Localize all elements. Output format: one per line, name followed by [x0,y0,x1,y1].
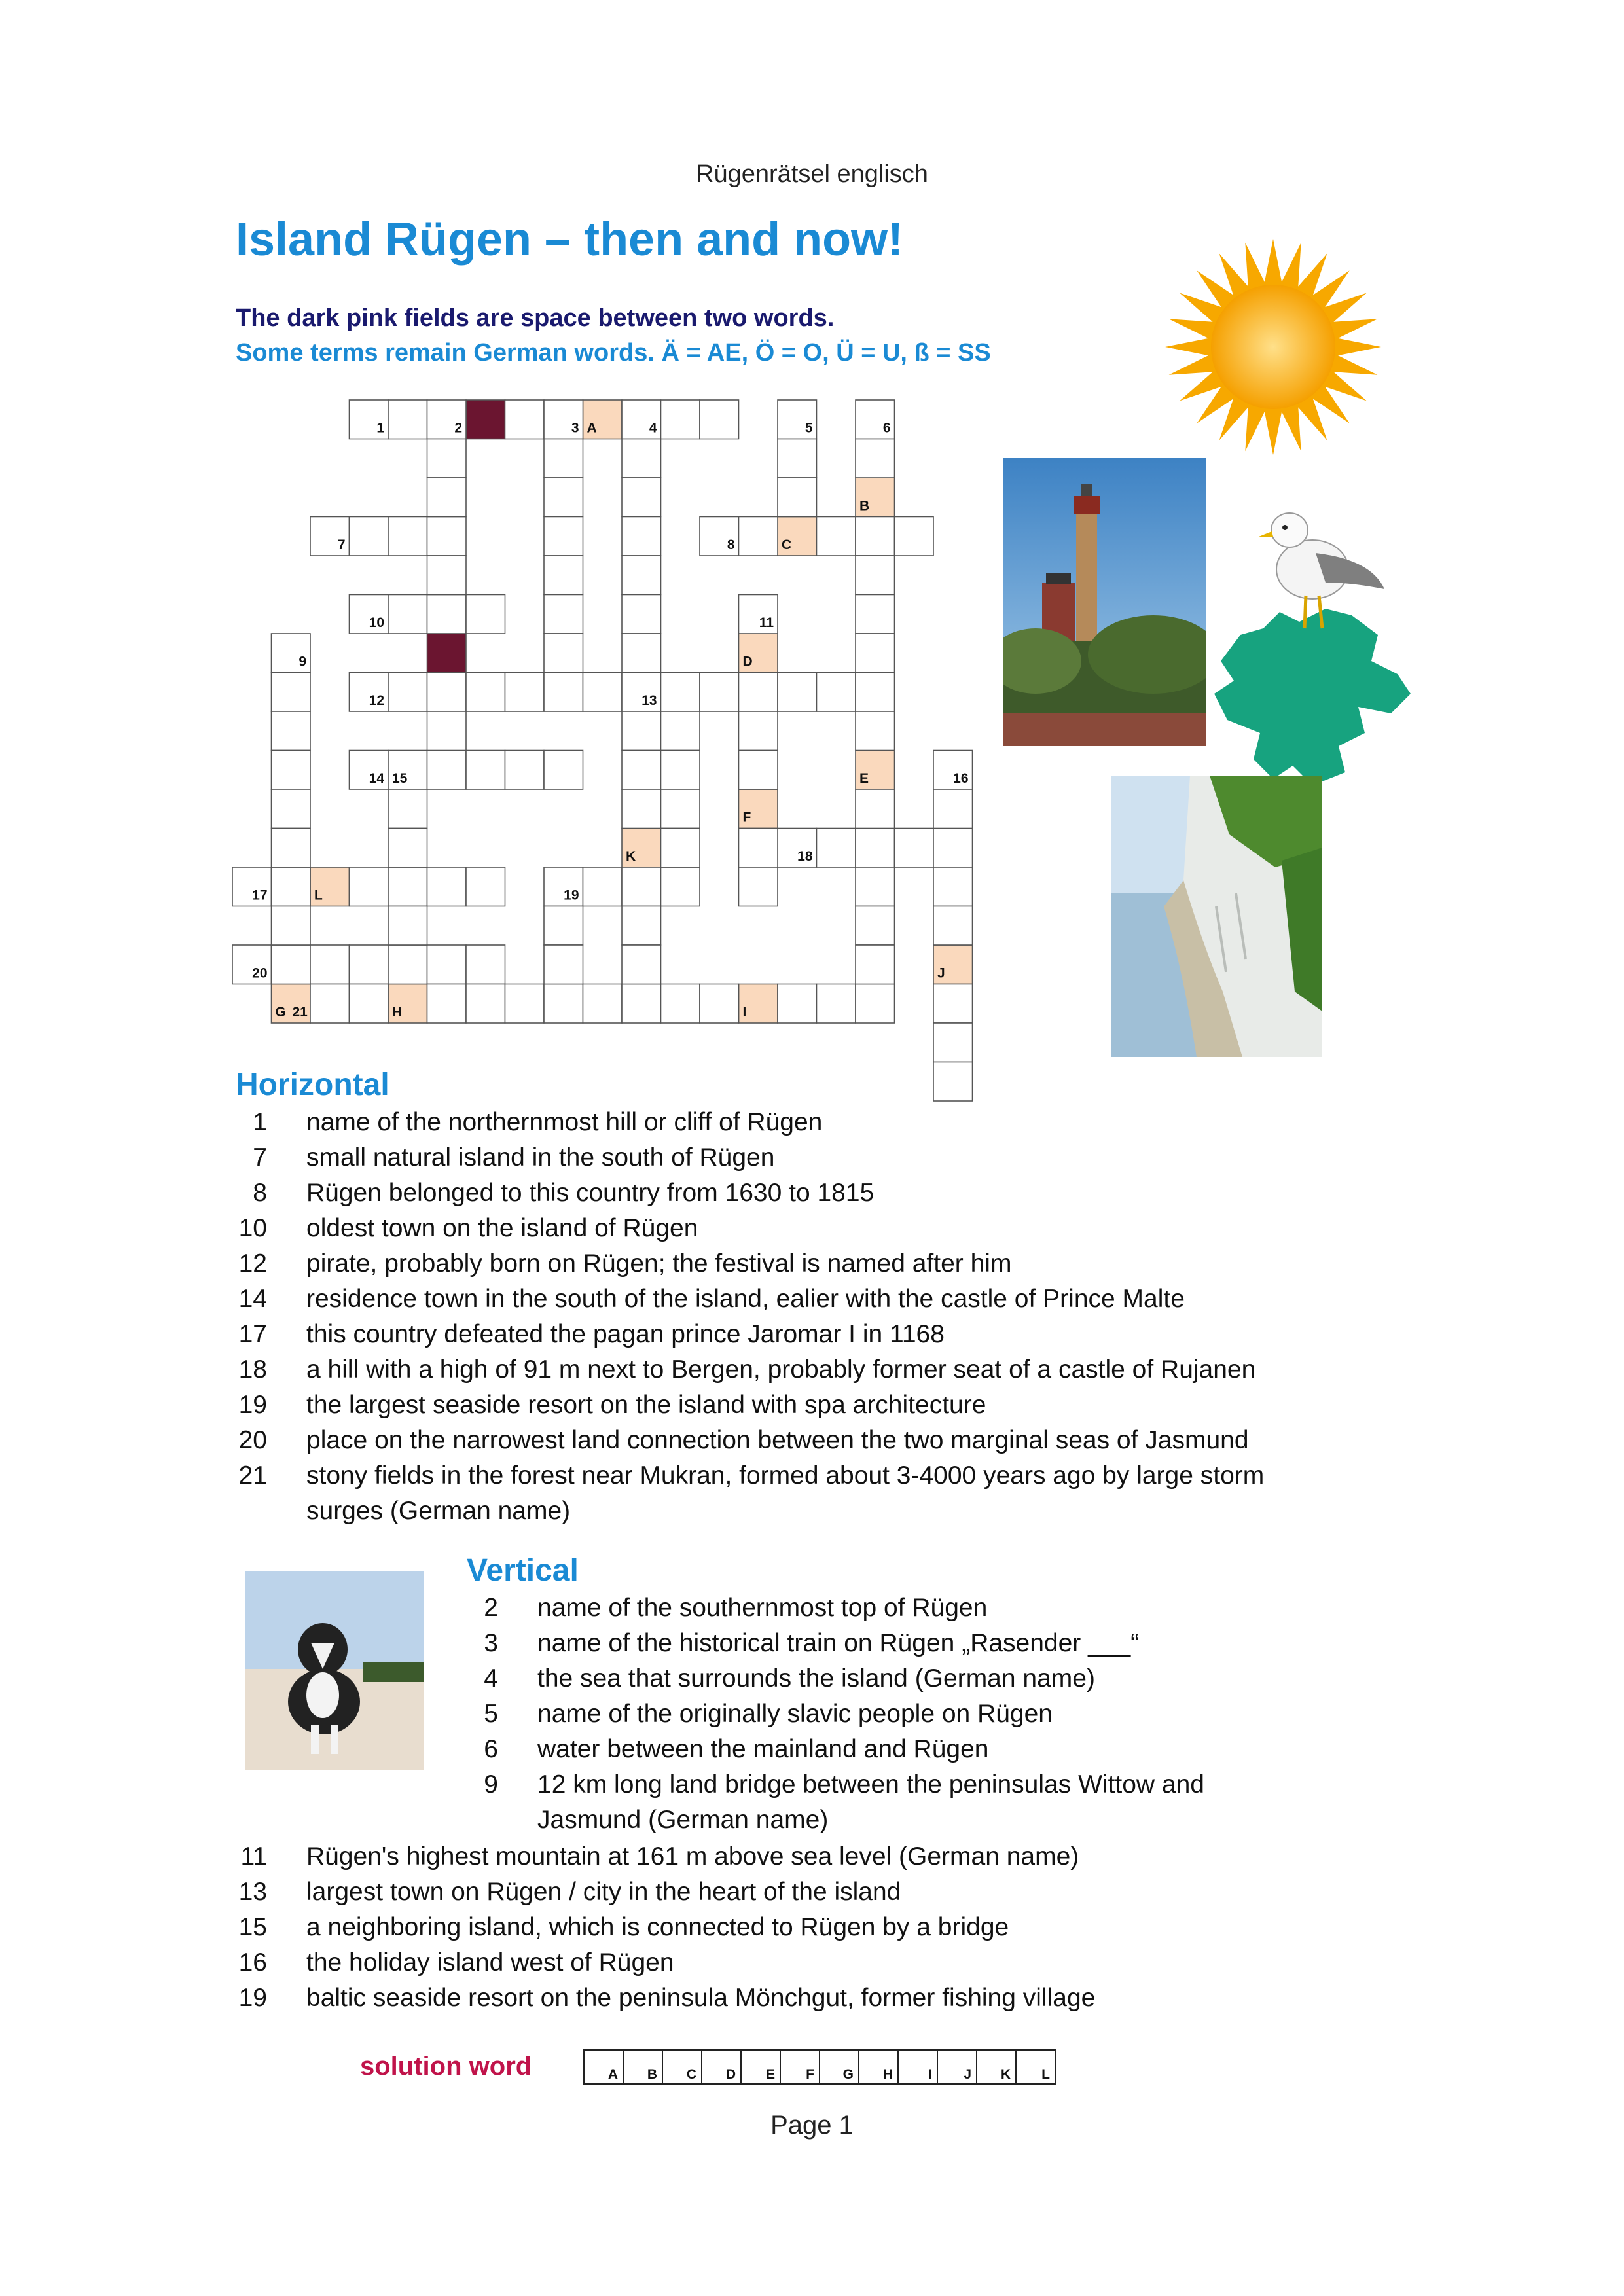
clue-row [229,1211,1473,1246]
grid-cell[interactable] [817,829,856,868]
grid-label-n3: 3 [571,420,579,436]
grid-cell[interactable] [933,867,973,906]
grid-cell[interactable] [350,945,389,984]
grid-label-n9: 9 [298,654,306,670]
solution-letter: C [686,2067,696,2082]
grid-cell[interactable] [350,867,389,906]
grid-cell[interactable] [856,945,895,984]
grid-cell[interactable] [622,517,661,556]
grid-label-n5: 5 [804,420,813,436]
clue-row [229,1140,1473,1175]
grid-cell[interactable] [388,867,427,906]
grid-cell[interactable] [856,906,895,946]
grid-cell[interactable] [778,478,817,517]
grid-cell[interactable] [817,517,856,556]
grid-cell[interactable] [544,984,583,1024]
grid-cell[interactable] [505,400,545,439]
clue-row [229,1388,1473,1423]
solution-word-boxes [583,2047,1060,2087]
clue-row [460,1590,1624,1626]
grid-label-n10: 10 [369,615,384,630]
grid-label-F: F [742,810,751,825]
grid-cell[interactable] [272,711,311,751]
page-title: Island Rügen – then and now! [236,213,904,266]
clue-row [229,1317,1473,1352]
clue-row [460,1626,1624,1661]
clue-text: Rügen's highest mountain at 161 m above sea level (German name) [306,1842,1079,1871]
grid-cell[interactable] [388,673,427,712]
clue-number: 2 [484,1594,498,1622]
clue-text: Jasmund (German name) [537,1806,829,1834]
clue-row [229,1423,1473,1458]
horizontal-heading: Horizontal [236,1067,389,1102]
grid-label-G: G [275,1005,286,1020]
grid-cell[interactable] [856,867,895,906]
grid-cell[interactable] [544,673,583,712]
grid-label-n8: 8 [727,537,735,552]
clue-row [229,1945,1473,1981]
grid-cell[interactable] [933,906,973,946]
clue-text: a neighboring island, which is connected to Rügen by a bridge [306,1913,1009,1941]
grid-cell[interactable] [388,400,427,439]
grid-cell[interactable] [427,867,467,906]
grid-cell[interactable] [427,751,467,790]
solution-letter: L [1041,2067,1050,2082]
grid-cell[interactable] [933,1062,973,1102]
solution-letter: D [725,2067,736,2082]
grid-cell[interactable] [427,439,467,478]
grid-cell[interactable] [544,439,583,478]
grid-cell[interactable] [310,984,350,1024]
grid-label-n7: 7 [337,537,346,552]
clue-number: 8 [253,1179,267,1207]
clue-number: 21 [238,1462,267,1490]
clue-text: residence town in the south of the island, ealier with the castle of Prince Malte [306,1285,1185,1313]
grid-cell[interactable] [700,984,739,1024]
grid-label-n19: 19 [564,888,579,903]
instruction-umlauts: Some terms remain German words. Ä = AE, Ö = O, Ü = U, ß = SS [236,339,991,367]
grid-cell[interactable] [427,945,467,984]
grid-cell[interactable] [272,945,311,984]
grid-cell[interactable] [622,634,661,673]
clue-text: name of the historical train on Rügen „Rasender ___“ [537,1629,1140,1657]
grid-cell[interactable] [778,439,817,478]
dog-photo [245,1571,424,1770]
clue-number: 9 [484,1770,498,1799]
grid-label-J: J [937,965,945,981]
grid-label-n17: 17 [252,888,268,903]
grid-label-D: D [742,654,753,670]
grid-cell[interactable] [661,400,700,439]
grid-cell[interactable] [350,517,389,556]
grid-cell[interactable] [700,400,739,439]
grid-cell[interactable] [856,556,895,595]
clue-text: 12 km long land bridge between the peninsulas Wittow and [537,1770,1204,1799]
clue-number: 5 [484,1700,498,1728]
clue-text: water between the mainland and Rügen [537,1735,989,1763]
grid-cell[interactable] [622,789,661,829]
grid-cell[interactable] [622,556,661,595]
clue-row [229,1175,1473,1211]
grid-cell[interactable] [856,789,895,829]
grid-cell[interactable] [895,517,934,556]
grid-label-H: H [392,1005,403,1020]
clue-text: place on the narrowest land connection between the two marginal seas of Jasmund [306,1426,1249,1454]
solution-letter: J [964,2067,971,2082]
grid-cell[interactable] [505,751,545,790]
solution-letter: B [647,2067,657,2082]
solution-letter: H [882,2067,893,2082]
grid-cell[interactable] [388,517,427,556]
clue-number: 16 [238,1948,267,1977]
grid-cell[interactable] [856,673,895,712]
clue-row [229,1105,1473,1140]
grid-cell[interactable] [856,984,895,1024]
clue-text: pirate, probably born on Rügen; the festival is named after him [306,1249,1012,1278]
clue-number: 12 [238,1249,267,1278]
grid-label-n14: 14 [369,771,384,786]
clue-number: 4 [484,1664,498,1693]
grid-cell[interactable] [466,673,505,712]
grid-cell[interactable] [388,945,427,984]
grid-cell[interactable] [427,478,467,517]
clue-number: 15 [238,1913,267,1941]
grid-cell[interactable] [427,595,467,634]
clue-row [460,1732,1624,1767]
grid-cell[interactable] [933,789,973,829]
grid-label-n16: 16 [953,771,969,786]
grid-cell[interactable] [739,517,778,556]
clue-text: surges (German name) [306,1497,571,1525]
grid-label-K: K [626,849,636,864]
grid-label-L: L [314,888,323,903]
solution-letter: K [1000,2067,1011,2082]
grid-cell[interactable] [661,984,700,1024]
grid-label-E: E [859,771,869,786]
grid-cell[interactable] [856,439,895,478]
clue-text: the holiday island west of Rügen [306,1948,674,1977]
crossword-grid [0,0,1624,1113]
grid-label-C: C [782,537,792,552]
clue-row [229,1458,1473,1494]
grid-cell[interactable] [661,867,700,906]
grid-cell[interactable] [466,751,505,790]
clue-text: baltic seaside resort on the peninsula Mönchgut, former fishing village [306,1984,1096,2012]
clue-number: 1 [253,1108,267,1136]
grid-cell[interactable] [272,867,311,906]
word-space-cell[interactable] [427,634,467,673]
clue-text: name of the northernmost hill or cliff of Rügen [306,1108,823,1136]
solution-letter: I [928,2067,932,2082]
grid-label-n20: 20 [252,965,268,981]
clue-text: the sea that surrounds the island (German name) [537,1664,1095,1693]
grid-cell[interactable] [622,945,661,984]
grid-cell[interactable] [583,867,623,906]
grid-cell[interactable] [778,673,817,712]
clue-row [229,1981,1473,2016]
clue-text: Rügen belonged to this country from 1630 to 1815 [306,1179,875,1207]
grid-cell[interactable] [272,829,311,868]
grid-cell[interactable] [466,867,505,906]
grid-cell[interactable] [544,478,583,517]
grid-cell[interactable] [310,945,350,984]
grid-cell[interactable] [388,906,427,946]
grid-cell[interactable] [427,673,467,712]
grid-cell[interactable] [388,829,427,868]
grid-cell[interactable] [622,867,661,906]
clue-number: 19 [238,1391,267,1419]
page-header: Rügenrätsel englisch [696,160,928,188]
clue-text: the largest seaside resort on the island with spa architecture [306,1391,986,1419]
grid-label-n1: 1 [376,420,384,436]
grid-cell[interactable] [700,673,739,712]
grid-cell[interactable] [544,906,583,946]
grid-cell[interactable] [661,711,700,751]
grid-cell[interactable] [661,789,700,829]
grid-cell[interactable] [622,595,661,634]
grid-cell[interactable] [661,673,700,712]
clue-number: 18 [238,1355,267,1384]
grid-cell[interactable] [622,711,661,751]
clue-text: small natural island in the south of Rügen [306,1143,775,1172]
grid-cell[interactable] [856,711,895,751]
grid-cell[interactable] [622,439,661,478]
grid-cell[interactable] [895,829,934,868]
grid-cell[interactable] [505,673,545,712]
grid-cell[interactable] [544,751,583,790]
grid-cell[interactable] [778,984,817,1024]
grid-cell[interactable] [739,751,778,790]
grid-cell[interactable] [583,673,623,712]
solution-letter: F [806,2067,814,2082]
grid-label-n11: 11 [759,615,774,630]
solution-label: solution word [360,2052,532,2081]
grid-cell[interactable] [933,1023,973,1062]
grid-cell[interactable] [933,829,973,868]
clue-row [460,1767,1624,1803]
grid-cell[interactable] [739,711,778,751]
grid-label-n21: 21 [292,1005,308,1020]
grid-label-n13: 13 [641,693,657,708]
grid-cell[interactable] [544,945,583,984]
solution-letter: G [842,2067,854,2082]
grid-cell[interactable] [817,673,856,712]
grid-label-A: A [586,420,597,436]
clue-number: 6 [484,1735,498,1763]
clue-row [229,1910,1473,1945]
grid-cell[interactable] [622,906,661,946]
grid-cell[interactable] [661,829,700,868]
grid-label-I: I [742,1005,747,1020]
grid-label-n15: 15 [392,771,408,786]
grid-cell[interactable] [622,478,661,517]
clue-number: 13 [238,1878,267,1906]
grid-cell[interactable] [544,595,583,634]
clue-number: 10 [238,1214,267,1242]
grid-cell[interactable] [272,673,311,712]
clue-text: name of the southernmost top of Rügen [537,1594,988,1622]
grid-cell[interactable] [466,595,505,634]
clue-row [229,1874,1473,1910]
grid-cell[interactable] [856,829,895,868]
grid-cell[interactable] [739,673,778,712]
clue-number: 3 [484,1629,498,1657]
clue-row [229,1839,1473,1874]
clue-row [460,1803,1624,1838]
grid-cell[interactable] [739,867,778,906]
grid-label-n12: 12 [369,693,384,708]
grid-cell[interactable] [544,634,583,673]
grid-cell[interactable] [427,984,467,1024]
clue-row [229,1246,1473,1282]
grid-label-n18: 18 [797,849,813,864]
clue-number: 11 [240,1842,267,1871]
solution-letter: A [607,2067,618,2082]
grid-cell[interactable] [739,829,778,868]
clue-number: 7 [253,1143,267,1172]
solution-letter: E [765,2067,775,2082]
grid-label-B: B [859,498,870,514]
clue-number: 19 [238,1984,267,2012]
grid-cell[interactable] [427,711,467,751]
clue-row [460,1661,1624,1696]
grid-cell[interactable] [388,595,427,634]
clue-row [229,1494,1473,1529]
grid-cell[interactable] [272,751,311,790]
clue-row [229,1352,1473,1388]
grid-cell[interactable] [933,984,973,1024]
clue-text: stony fields in the forest near Mukran, formed about 3-4000 years ago by large storm [306,1462,1265,1490]
grid-cell[interactable] [272,906,311,946]
clue-text: oldest town on the island of Rügen [306,1214,698,1242]
clue-row [229,1282,1473,1317]
clue-number: 17 [238,1320,267,1348]
clue-text: largest town on Rügen / city in the heart of the island [306,1878,901,1906]
grid-cell[interactable] [466,984,505,1024]
clue-text: this country defeated the pagan prince Jaromar I in 1168 [306,1320,945,1348]
clue-text: name of the originally slavic people on Rügen [537,1700,1053,1728]
grid-cell[interactable] [583,984,623,1024]
grid-cell[interactable] [544,556,583,595]
grid-cell[interactable] [817,984,856,1024]
instruction-dark-pink: The dark pink fields are space between two words. [236,304,835,332]
clue-number: 14 [238,1285,267,1313]
grid-cell[interactable] [272,789,311,829]
grid-cell[interactable] [427,517,467,556]
grid-cell[interactable] [388,789,427,829]
clue-text: a hill with a high of 91 m next to Bergen, probably former seat of a castle of Rujanen [306,1355,1256,1384]
grid-cell[interactable] [505,984,545,1024]
clue-row [460,1696,1624,1732]
word-space-cell[interactable] [466,400,505,439]
page-number: Page 1 [770,2111,854,2140]
grid-cell[interactable] [622,751,661,790]
grid-cell[interactable] [856,517,895,556]
grid-cell[interactable] [856,634,895,673]
vertical-heading: Vertical [467,1553,579,1588]
grid-cell[interactable] [544,517,583,556]
grid-cell[interactable] [622,984,661,1024]
grid-label-n4: 4 [649,420,657,436]
grid-cell[interactable] [427,556,467,595]
grid-label-n2: 2 [454,420,462,436]
clue-number: 20 [238,1426,267,1454]
grid-cell[interactable] [661,751,700,790]
grid-cell[interactable] [856,595,895,634]
grid-label-n6: 6 [882,420,891,436]
grid-cell[interactable] [466,945,505,984]
grid-cell[interactable] [350,984,389,1024]
